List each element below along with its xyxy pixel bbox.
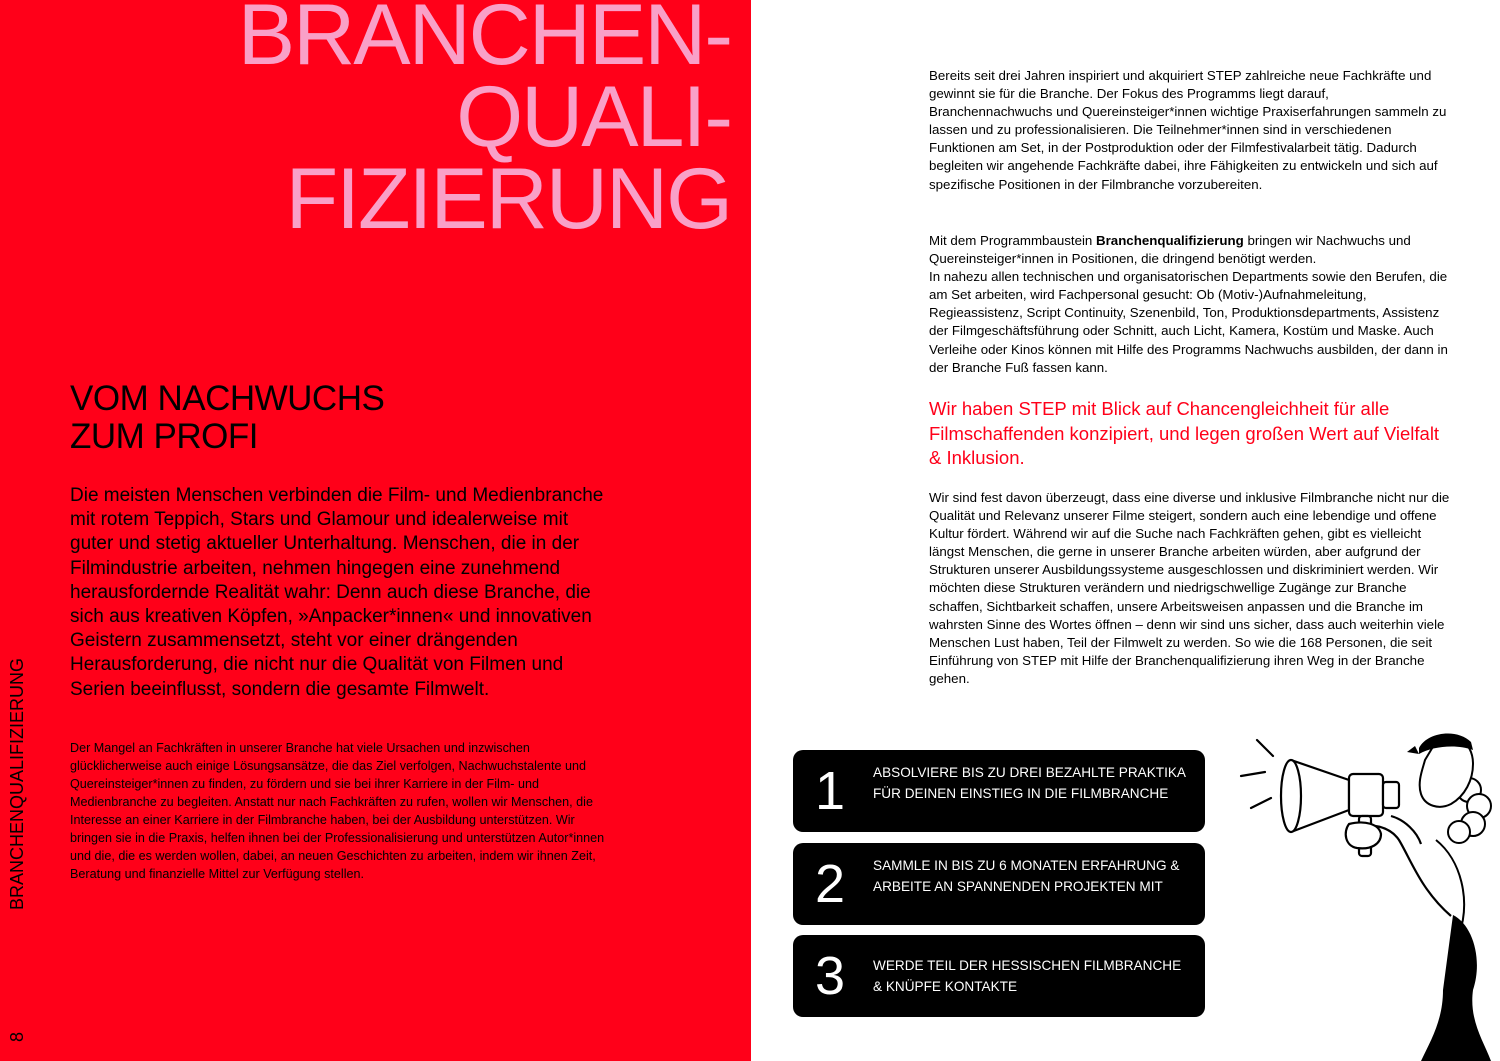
step-text: SAMMLE IN BIS ZU 6 MONATEN ERFAHRUNG & ARBEITE AN SPANNENDEN PROJEKTEN MIT [873, 858, 1180, 894]
right-paragraph-1: Bereits seit drei Jahren inspiriert und akquiriert STEP zahlreiche neue Fachkräfte und gewinnt sie für die Branche. Der Fokus des Programms liegt darauf, Branchennachwuchs und Quereinsteiger*innen wichtige Praxiserfahrungen sammeln zu lassen und zu professionalisieren. Die Teilnehmer*innen sind in verschiedenen Funktionen am Set, in der Postproduktion oder der Filmfestivalarbeit tätig. Dadurch begleiten wir angehende Fachkräfte dabei, ihre Fähigkeiten zu entwickeln und sich auf spezifische Positionen in der Filmbranche vorzubereiten. [929, 68, 1447, 192]
highlight-quote: Wir haben STEP mit Blick auf Chancengleichheit für alle Filmschaffenden konzipiert, und legen großen Wert auf Vielfalt & Inklusion. [929, 398, 1440, 468]
step-number: 1 [815, 761, 846, 821]
side-section-label: BRANCHENQUALIFIZIERUNG [7, 657, 27, 910]
intro-paragraph: Die meisten Menschen verbinden die Film- und Medienbranche mit rotem Teppich, Stars und Glamour und idealerweise mit guter und stetig aktueller Unterhaltung. Menschen, die in der Filmindustrie arbeiten, nehmen hingegen eine zunehmend herausfordernde Realität wahr: Denn auch diese Branche, die sich aus kreativen Köpfen, »Anpacker*innen« und innovativen Geistern zusammensetzt, steht vor einer drängenden Herausforderung, die nicht nur die Qualität von Filmen und Serien beeinflusst, sondern die gesamte Filmwelt. [70, 485, 604, 700]
section-heading [70, 380, 384, 456]
step-number: 2 [815, 854, 846, 914]
right-paragraph-3: Wir sind fest davon überzeugt, dass eine diverse und inklusive Filmbranche nicht nur die Qualität und Relevanz unserer Filme steigert, sondern auch eine lebendige und offene Kultur fördert. Während wir auf die Suche nach Fachkräften gehen, gibt es vielleicht längst Menschen, die gerne in unserer Branche arbeiten würden, aber aufgrund der Strukturen unserer Ausbildungssysteme ausgeschlossen und diskriminiert werden. Wir möchten diese Strukturen verändern und niedrigschwellige Zugänge zur Branche schaffen, Sichtbarkeit schaffen, unsere Arbeitsweisen anpassen und die Branche im wahrsten Sinne des Wortes öffnen – denn wir sind uns sicher, dass auch weiterhin viele Menschen Lust haben, Teil der Filmwelt zu werden. So wie die 168 Personen, die seit Einführung von STEP mit Hilfe der Branchenqualifizierung ihren Weg in der Branche gehen. [929, 490, 1450, 686]
step-card-1 [793, 750, 1205, 832]
section-heading-line-1: VOM NACHWUCHS [70, 379, 385, 418]
step-card-2 [793, 843, 1205, 925]
right-paragraph-2 [929, 232, 1454, 377]
step-card-3 [793, 935, 1205, 1017]
right-paragraph-2-end: bringen wir Nachwuchs und Quereinsteiger*innen in Positionen, die dringend benötigt werden. [929, 233, 1411, 267]
right-page [751, 0, 1500, 1061]
right-paragraph-2-bold: Branchenqualifizierung [1096, 233, 1244, 248]
right-paragraph-2-continued: In nahezu allen technischen und organisatorischen Departments sowie den Berufen, die am Set arbeiten, wird Fachpersonal gesucht: Ob (Motiv-)Aufnahmeleitung, Regieassistenz, Script Continuity, Szenenbild, Ton, Produktionsdepartments, Assistenz der Filmgeschäftsführung oder Schnitt, auch Licht, Kamera, Kostüm und Maske. Auch Verleihe oder Kinos können mit Hilfe des Programms Nachwuchs ausbilden, der dann in der Branche Fuß fassen kann. [929, 269, 1448, 375]
title-line-3: FIZIERUNG [285, 151, 731, 247]
page-title [237, 0, 731, 247]
megaphone-person-icon [1221, 720, 1500, 1061]
page-number: 8 [7, 1031, 27, 1042]
body-paragraph: Der Mangel an Fachkräften in unserer Branche hat viele Ursachen und inzwischen glücklicherweise auch einige Lösungsansätze, die das Ziel verfolgen, Nachwuchstalente und Quereinsteiger*innen zu finden, zu fördern und sie bei ihrer Karriere in der Film- und Medienbranche zu begleiten. Anstatt nur nach Fachkräften zu rufen, wollen wir Menschen, die Interesse an einer Karriere in der Filmbranche haben, bei der Ausbildung unterstützen. Wir bringen sie in die Praxis, helfen ihnen bei der Professionalisierung und unterstützen Autor*innen und die, die es werden wollen, dabei, an neuen Geschichten zu arbeiten, indem wir ihnen Zeit, Beratung und finanzielle Mittel zur Verfügung stellen. [70, 741, 605, 881]
section-heading-line-2: ZUM PROFI [70, 417, 258, 456]
step-text: WERDE TEIL DER HESSISCHEN FILMBRANCHE & KNÜPFE KONTAKTE [873, 958, 1182, 994]
title-line-1: BRANCHEN- [237, 0, 731, 83]
right-paragraph-2-start: Mit dem Programmbaustein [929, 233, 1097, 248]
step-number: 3 [815, 946, 846, 1006]
step-text: ABSOLVIERE BIS ZU DREI BEZAHLTE PRAKTIKA FÜR DEINEN EINSTIEG IN DIE FILMBRANCHE [873, 765, 1186, 801]
title-line-2: QUALI- [456, 69, 731, 165]
